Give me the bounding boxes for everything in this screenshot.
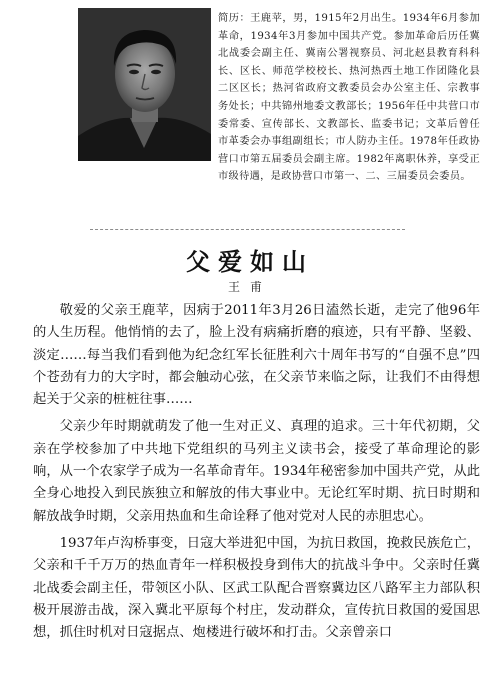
portrait-figure	[78, 8, 211, 161]
paragraph: 父亲少年时期就萌发了他一生对正义、真理的追求。三十年代初期，父亲在学校参加了中共地下党组织的马列主义读书会，接受了革命理论的影响，从一个农家学子成为一名革命青年。1934年秘密参加中国共产党，从此全身心地投入到民族独立和解放的伟大事业中。无论红军时期、抗日时期和解放战争时期，父亲用热血和生命诠释了他对党对人民的赤胆忠心。	[33, 419, 480, 524]
profile-bio: 简历：王鹿苹，男，1915年2月出生。1934年6月参加革命，1934年3月参加中国共产党。参加革命后历任冀北战委会副主任、冀南公署视察员、河北赵县教育科科长、区长、师范学校校长、热河热西土地工作团隆化县二区区长；热河省政府文教委员会办公室主任、宗教事务处长；中共锦州地委文教部长；1956年任中共营口市委常委、宣传部长、文教部长、监委书记；文革后曾任市革委会办事组副组长；市人防办主任。1978年任政协营口市第五届委员会副主席。1982年离职休养，享受正市级待遇，是政协营口市第一、二、三届委员会委员。	[218, 13, 480, 183]
portrait-photo	[78, 8, 211, 161]
paragraph: 敬爱的父亲王鹿苹，因病于2011年3月26日溘然长逝，走完了他96年的人生历程。他悄悄的去了，脸上没有病痛折磨的痕迹，只有平静、坚毅、淡定……每当我们看到他为纪念红军长征胜利六十周年书写的“自强不息”四个苍劲有力的大字时，都会触动心弦，在父亲节来临之际，让我们不由得想起关于父亲的桩桩往事……	[33, 303, 480, 408]
article-author: 王甫	[227, 280, 272, 294]
article-title: 父爱如山	[186, 247, 314, 276]
section-divider	[90, 229, 405, 230]
paragraph: 1937年卢沟桥事变，日寇大举进犯中国，为抗日救国，挽救民族危亡，父亲和千千万万的热血青年一样积极投身到伟大的抗战斗争中。父亲时任冀北战委会副主任，带领区小队、区武工队配合晋察冀边区八路军主力部队积极开展游击战，深入冀北平原每个村庄，发动群众，宣传抗日救国的爱国思想，抓住时机对日寇据点、炮楼进行破坏和打击。父亲曾亲口	[33, 535, 480, 641]
article-body	[33, 300, 480, 649]
